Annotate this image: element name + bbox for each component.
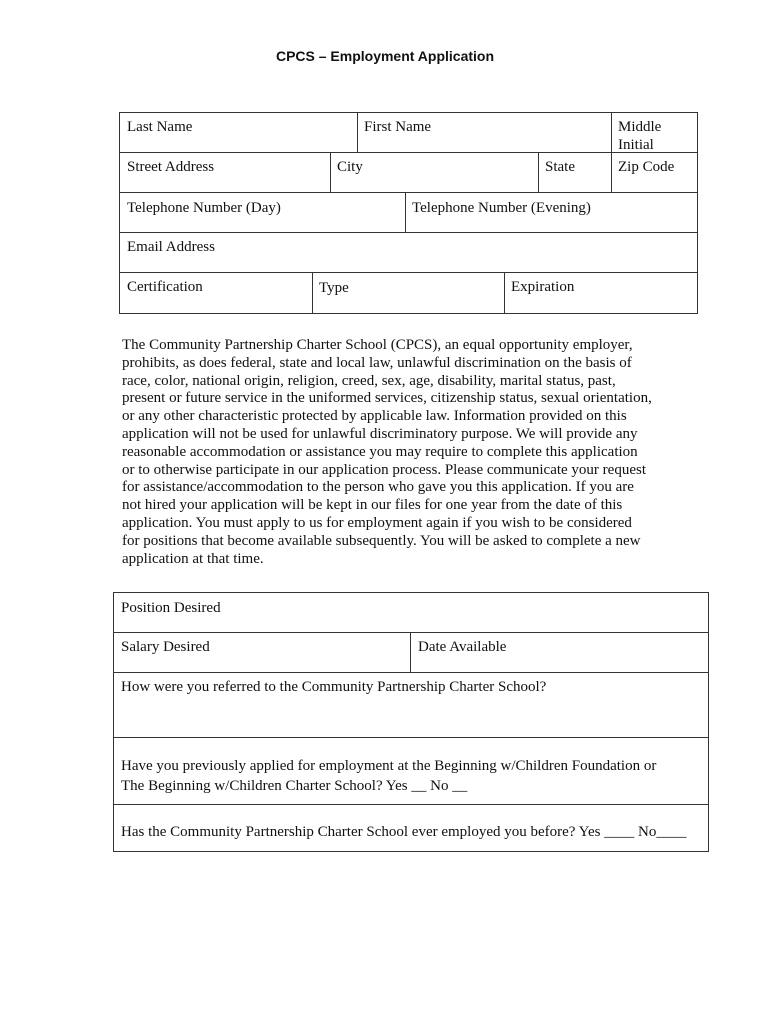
middle-initial-label-line1: Middle xyxy=(618,119,662,135)
previous-application-question[interactable] xyxy=(115,752,662,800)
statement-line: application. You must apply to us for employment again if you wish to be considered xyxy=(122,514,632,531)
telephone-evening-field[interactable]: Telephone Number (Evening) xyxy=(412,200,591,216)
eeo-statement xyxy=(122,337,667,568)
street-address-field[interactable]: Street Address xyxy=(127,159,215,175)
date-available-field[interactable]: Date Available xyxy=(418,639,507,655)
statement-line: application will not be used for unlawful discriminatory purpose. We will provide any xyxy=(122,425,638,442)
previous-employment-question[interactable]: Has the Community Partnership Charter School ever employed you before? Yes ____ No____ xyxy=(121,824,687,840)
middle-initial-label-line2: Initial xyxy=(618,137,654,153)
statement-line: race, color, national origin, religion, creed, sex, age, disability, marital status, past, xyxy=(122,372,616,389)
statement-line: application at that time. xyxy=(122,550,264,567)
statement-line: or any other characteristic protected by applicable law. Information provided on this xyxy=(122,408,627,425)
statement-line: present or future service in the uniformed services, citizenship status, sexual orientation, xyxy=(122,390,652,407)
previous-application-line2: The Beginning w/Children Charter School? Yes __ No __ xyxy=(121,778,468,794)
statement-line: prohibits, as does federal, state and local law, unlawful discrimination on the basis of xyxy=(122,354,632,371)
referral-question[interactable]: How were you referred to the Community Partnership Charter School? xyxy=(121,679,547,695)
certification-field[interactable]: Certification xyxy=(127,279,203,295)
telephone-day-field[interactable]: Telephone Number (Day) xyxy=(127,200,281,216)
state-field[interactable]: State xyxy=(545,159,575,175)
email-field[interactable]: Email Address xyxy=(127,239,215,255)
page-title: CPCS – Employment Application xyxy=(275,48,495,64)
position-table xyxy=(113,592,709,852)
statement-line: for positions that become available subsequently. You will be asked to complete a new xyxy=(122,532,641,549)
zip-code-field[interactable]: Zip Code xyxy=(618,159,675,175)
statement-line: or to otherwise participate in our application process. Please communicate your request xyxy=(122,461,646,478)
first-name-field[interactable]: First Name xyxy=(364,119,432,135)
type-field[interactable]: Type xyxy=(319,280,349,296)
middle-initial-field[interactable] xyxy=(612,114,667,158)
previous-application-line1: Have you previously applied for employment at the Beginning w/Children Foundation or xyxy=(121,758,657,774)
statement-line: for assistance/accommodation to the person who gave you this application. If you are xyxy=(122,479,634,496)
city-field[interactable]: City xyxy=(337,159,363,175)
last-name-field[interactable]: Last Name xyxy=(127,119,193,135)
position-desired-field[interactable]: Position Desired xyxy=(121,600,221,616)
expiration-field[interactable]: Expiration xyxy=(511,279,575,295)
statement-line: The Community Partnership Charter School (CPCS), an equal opportunity employer, xyxy=(122,337,633,353)
statement-line: not hired your application will be kept in our files for one year from the date of this xyxy=(122,497,623,514)
statement-line: reasonable accommodation or assistance you may require to complete this application xyxy=(122,443,638,460)
salary-desired-field[interactable]: Salary Desired xyxy=(121,639,210,655)
